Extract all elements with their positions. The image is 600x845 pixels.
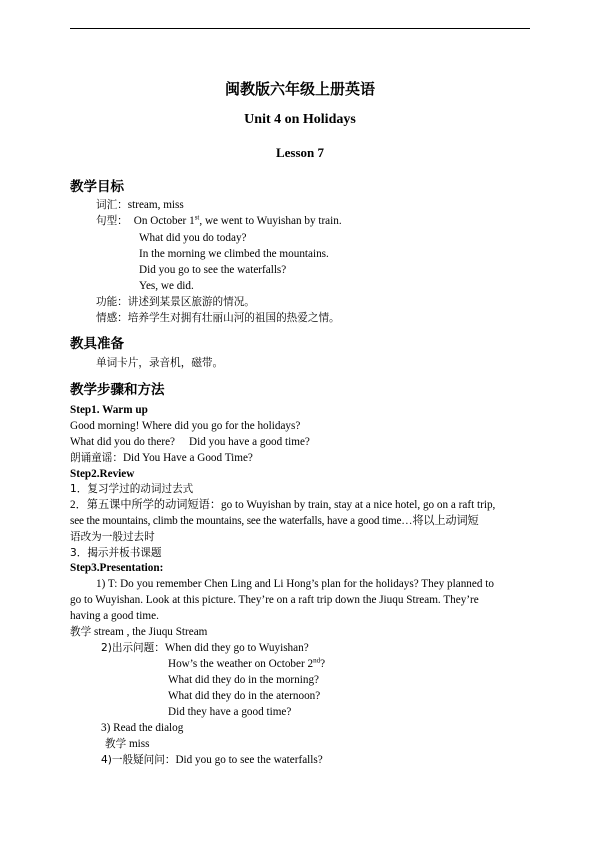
step1-line-2: What did you do there? Did you have a good time? [70, 436, 310, 448]
unit-title: Unit 4 on Holidays [244, 112, 356, 127]
question-line-1: 2)出示问题：When did they go to Wuyishan? [101, 642, 309, 654]
sentence-line-4: Did you go to see the waterfalls? [139, 264, 287, 276]
question-line-2: How’s the weather on October 2nd? [168, 656, 326, 670]
lesson-title: Lesson 7 [275, 145, 325, 160]
step2-heading: Step2.Review [70, 468, 135, 480]
header-rule [70, 28, 530, 29]
vocab-label: 词汇： [96, 199, 128, 211]
document-title: 闽教版六年级上册英语 [224, 80, 375, 98]
step1-heading: Step1. Warm up [70, 404, 148, 416]
general-question-line: 4)一般疑问问：Did you go to see the waterfalls? [101, 754, 323, 766]
section-procedure-heading: 教学步骤和方法 [70, 382, 165, 398]
sentence-label: 句型： [96, 215, 128, 227]
step3-para-1b: go to Wuyishan. Look at this picture. They’re on a raft trip down the Jiuqu Stream. They’re [70, 594, 479, 606]
teach-stream-line: 教学 stream , the Jiuqu Stream [70, 626, 208, 638]
step3-para-1c: having a good time. [70, 610, 159, 622]
function-line: 功能：讲述到某景区旅游的情况。 [96, 296, 255, 308]
emotion-line: 情感：培养学生对拥有壮丽山河的祖国的热爱之情。 [96, 312, 340, 324]
section-objectives-heading: 教学目标 [70, 179, 124, 195]
section-materials-heading: 教具准备 [70, 336, 124, 352]
sentence-line-1: 句型： On October 1st, we went to Wuyishan by train. [96, 213, 342, 227]
step3-para-1a: 1) T: Do you remember Chen Ling and Li Hong’s plan for the holidays? They planned to [96, 578, 494, 590]
question-line-5: Did they have a good time? [168, 706, 292, 718]
step2-line-1: 1．复习学过的动词过去式 [70, 483, 194, 495]
teach-miss-line: 教学 miss [105, 738, 150, 750]
sentence-line-5: Yes, we did. [139, 280, 194, 292]
question-line-3: What did they do in the morning? [168, 674, 319, 686]
vocab-words: stream, miss [127, 199, 184, 211]
step1-line-3: 朗诵童谣：Did You Have a Good Time? [70, 452, 253, 464]
sentence-line-2: What did you do today? [139, 232, 247, 244]
step1-line-1: Good morning! Where did you go for the holidays? [70, 420, 301, 432]
step2-line-2c: 语改为一般过去时 [70, 531, 155, 543]
step2-line-3: 3．揭示并板书课题 [70, 547, 162, 559]
vocab-line [96, 198, 184, 212]
sentence-line-3: In the morning we climbed the mountains. [139, 248, 329, 260]
step2-line-2a: 2．第五课中所学的动词短语：go to Wuyishan by train, stay at a nice hotel, go on a raft trip, [70, 499, 496, 511]
question-line-4: What did they do in the aternoon? [168, 690, 321, 702]
read-dialog-line: 3) Read the dialog [101, 722, 184, 734]
step3-heading: Step3.Presentation: [70, 562, 164, 574]
materials-line: 单词卡片，录音机，磁带。 [96, 357, 224, 369]
step2-line-2b: see the mountains, climb the mountains, see the waterfalls, have a good time…将以上动词短 [70, 515, 479, 527]
